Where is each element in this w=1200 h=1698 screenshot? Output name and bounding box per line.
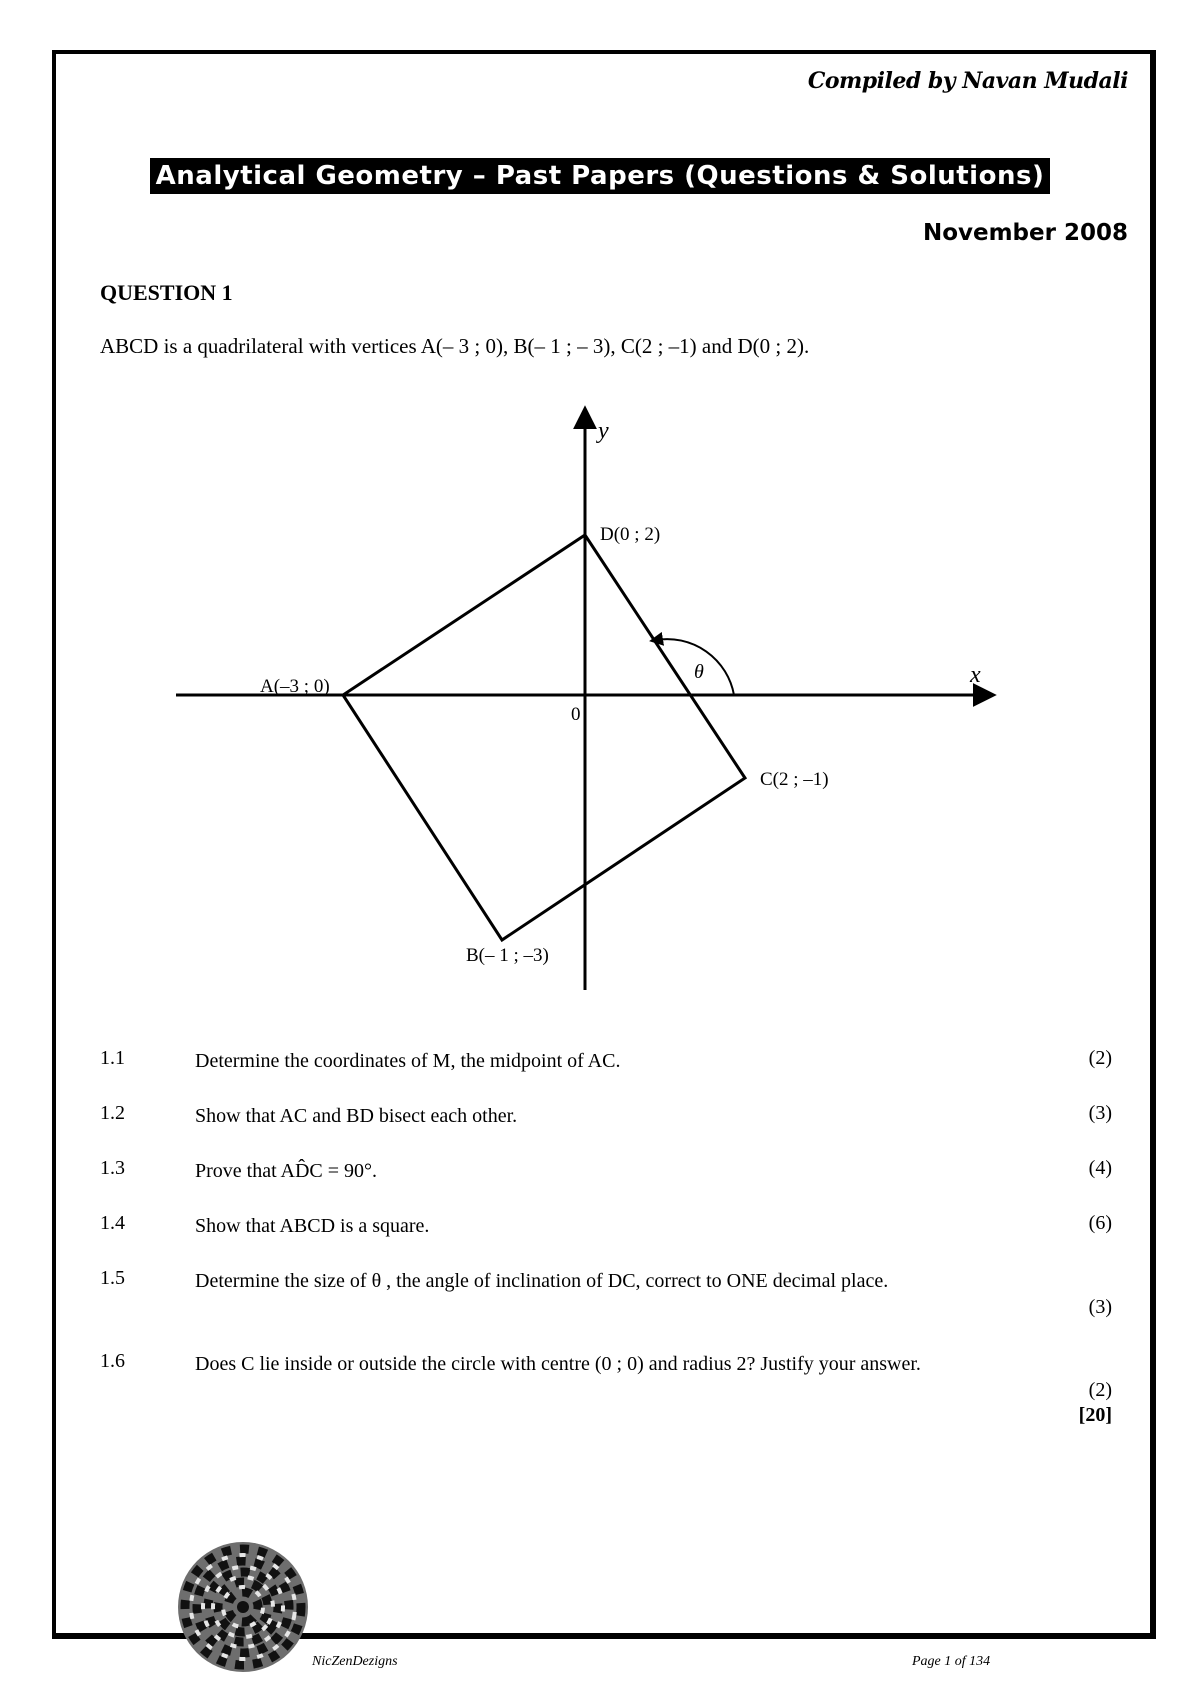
item-text: Determine the size of θ , the angle of inclination of DC, correct to ONE decimal place. — [195, 1270, 889, 1292]
point-b-label: B(– 1 ; –3) — [466, 945, 549, 966]
item-marks: (3) — [1088, 1102, 1112, 1124]
item-number: 1.3 — [100, 1157, 125, 1179]
item-marks: (2) — [1088, 1379, 1112, 1401]
item-text: Does C lie inside or outside the circle with centre (0 ; 0) and radius 2? Justify your answer. — [195, 1353, 921, 1375]
item-number: 1.1 — [100, 1047, 125, 1069]
item-marks: (4) — [1088, 1157, 1112, 1179]
quadrilateral-diagram — [0, 400, 1200, 1000]
item-marks: (6) — [1088, 1212, 1112, 1234]
point-c-label: C(2 ; –1) — [760, 769, 829, 790]
item-text: Determine the coordinates of M, the midpoint of AC. — [195, 1050, 621, 1072]
quadrilateral-abcd — [343, 535, 745, 940]
question-heading: QUESTION 1 — [100, 280, 233, 305]
item-number: 1.5 — [100, 1267, 125, 1289]
question-intro: ABCD is a quadrilateral with vertices A(– 3 ; 0), B(– 1 ; – 3), C(2 ; –1) and D(0 ; 2). — [100, 334, 810, 358]
compiled-by: Compiled by Navan Mudali — [807, 68, 1128, 94]
point-a-label: A(–3 ; 0) — [260, 676, 330, 697]
theta-label: θ — [694, 661, 704, 683]
question-total: [20] — [1078, 1404, 1112, 1426]
item-number: 1.2 — [100, 1102, 125, 1124]
item-marks: (3) — [1088, 1296, 1112, 1318]
footer-brand: NicZenDezigns — [312, 1654, 398, 1669]
point-d-label: D(0 ; 2) — [600, 524, 661, 545]
item-marks: (2) — [1088, 1047, 1112, 1069]
page-title: Analytical Geometry – Past Papers (Questions & Solutions) — [150, 158, 1051, 194]
paper-date: November 2008 — [922, 220, 1128, 246]
origin-label: 0 — [571, 704, 581, 725]
x-axis-label: x — [970, 662, 981, 688]
item-text: Prove that AD̂C = 90°. — [195, 1160, 378, 1182]
item-text: Show that AC and BD bisect each other. — [195, 1105, 518, 1127]
item-number: 1.4 — [100, 1212, 125, 1234]
y-axis-label: y — [598, 418, 609, 444]
item-number: 1.6 — [100, 1350, 125, 1372]
item-text: Show that ABCD is a square. — [195, 1215, 430, 1237]
niczen-logo — [176, 1540, 310, 1674]
page-number: Page 1 of 134 — [912, 1654, 991, 1669]
